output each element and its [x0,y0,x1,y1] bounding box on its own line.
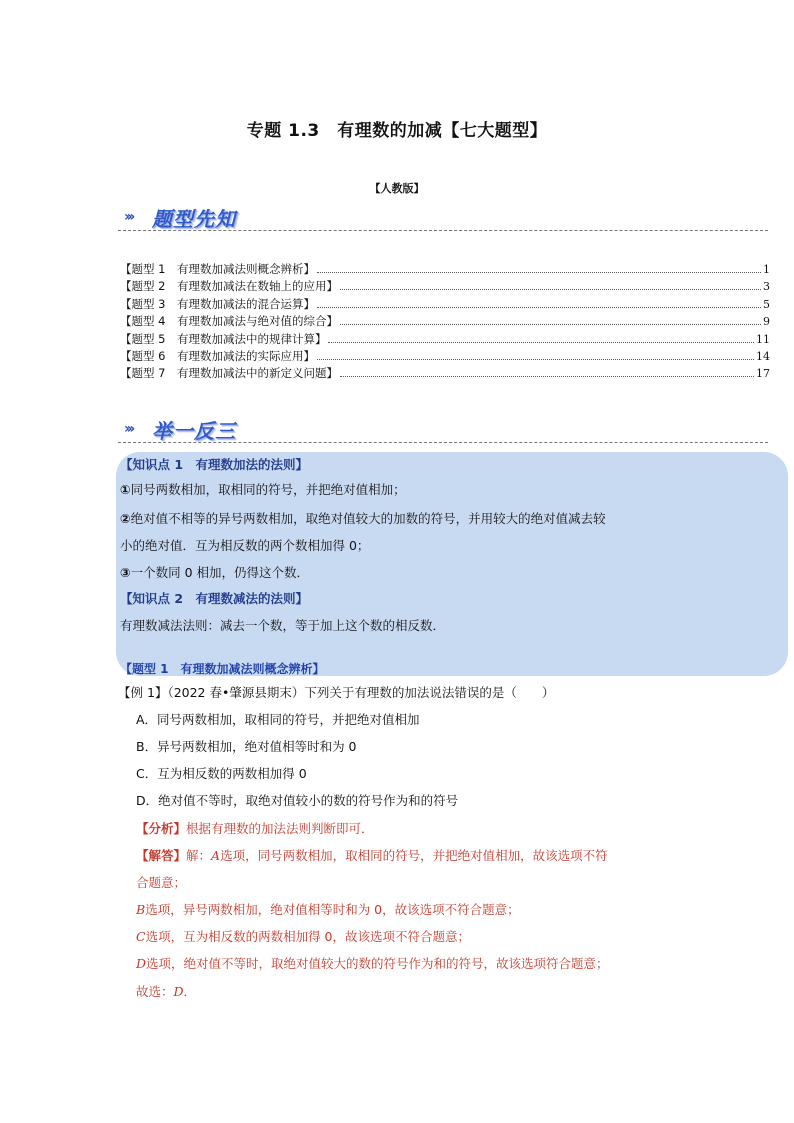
section-divider [118,230,768,231]
section-header-practice [118,413,768,443]
knowledge-1-title: 【知识点 1 有理数加法的法则】 [120,457,309,472]
answer-line-c: C选项，互为相反数的两数相加得 0，故该选项不符合题意； [136,929,471,944]
example-question: 【例 1】（2022 春•肇源县期末）下列关于有理数的加法说法错误的是（ ） [118,685,555,700]
arrows-icon: ››› [124,421,133,437]
answer-line-a: 【解答】解：A选项，同号两数相加，取相同的符号，并把绝对值相加，故该选项不符 [136,848,608,863]
toc-item[interactable]: 【题型 1 有理数加减法则概念辨析】 1 [120,262,770,276]
rule-2: ②绝对值不相等的异号两数相加，取绝对值较大的加数的符号，并用较大的绝对值减去较 [120,511,606,526]
page-title: 专题 1.3 有理数的加减【七大题型】 [246,121,548,141]
option-a: A．同号两数相加，取相同的符号，并把绝对值相加 [136,712,420,727]
answer-line-a-cont: 合题意； [136,875,187,890]
option-c: C．互为相反数的两数相加得 0 [136,766,307,781]
toc-item[interactable]: 【题型 3 有理数加减法的混合运算】 5 [120,296,770,311]
answer-line-d: D选项，绝对值不等时，取绝对值较大的数的符号作为和的符号，故该选项符合题意； [136,956,609,971]
rule-1: ①同号两数相加，取相同的符号，并把绝对值相加； [120,482,406,497]
toc-item[interactable]: 【题型 5 有理数加减法中的规律计算】 11 [120,331,770,346]
section-header-label: 题型先知 [152,207,236,231]
section-header-preview [118,201,768,231]
option-b: B．异号两数相加，绝对值相等时和为 0 [136,739,357,754]
edition-label: 【人教版】 [369,182,425,195]
toc-item[interactable]: 【题型 6 有理数加减法的实际应用】 14 [120,348,770,363]
answer-line-b: B选项，异号两数相加，绝对值相等时和为 0，故该选项不符合题意； [136,902,520,917]
toc-item[interactable]: 【题型 4 有理数加减法与绝对值的综合】 9 [120,314,770,329]
rule-3: ③一个数同 0 相加，仍得这个数． [120,565,309,580]
section-header-label: 举一反三 [152,419,236,443]
toc-item[interactable]: 【题型 7 有理数加减法中的新定义问题】 17 [120,366,770,381]
final-answer: 故选：D． [136,984,197,999]
rule-2-cont: 小的绝对值．互为相反数的两个数相加得 0； [120,538,370,553]
section-divider [118,442,768,443]
knowledge-2-title: 【知识点 2 有理数减法的法则】 [120,591,309,606]
toc-item[interactable]: 【题型 2 有理数加减法在数轴上的应用】 3 [120,279,770,294]
knowledge-2-text: 有理数减法法则：减去一个数，等于加上这个数的相反数． [120,618,446,633]
type-1-title: 【题型 1 有理数加减法则概念辨析】 [120,662,325,676]
option-d: D．绝对值不等时，取绝对值较小的数的符号作为和的符号 [136,793,459,808]
arrows-icon: ››› [124,209,133,225]
table-of-contents [120,261,770,383]
analysis: 【分析】根据有理数的加法法则判断即可． [136,821,374,836]
